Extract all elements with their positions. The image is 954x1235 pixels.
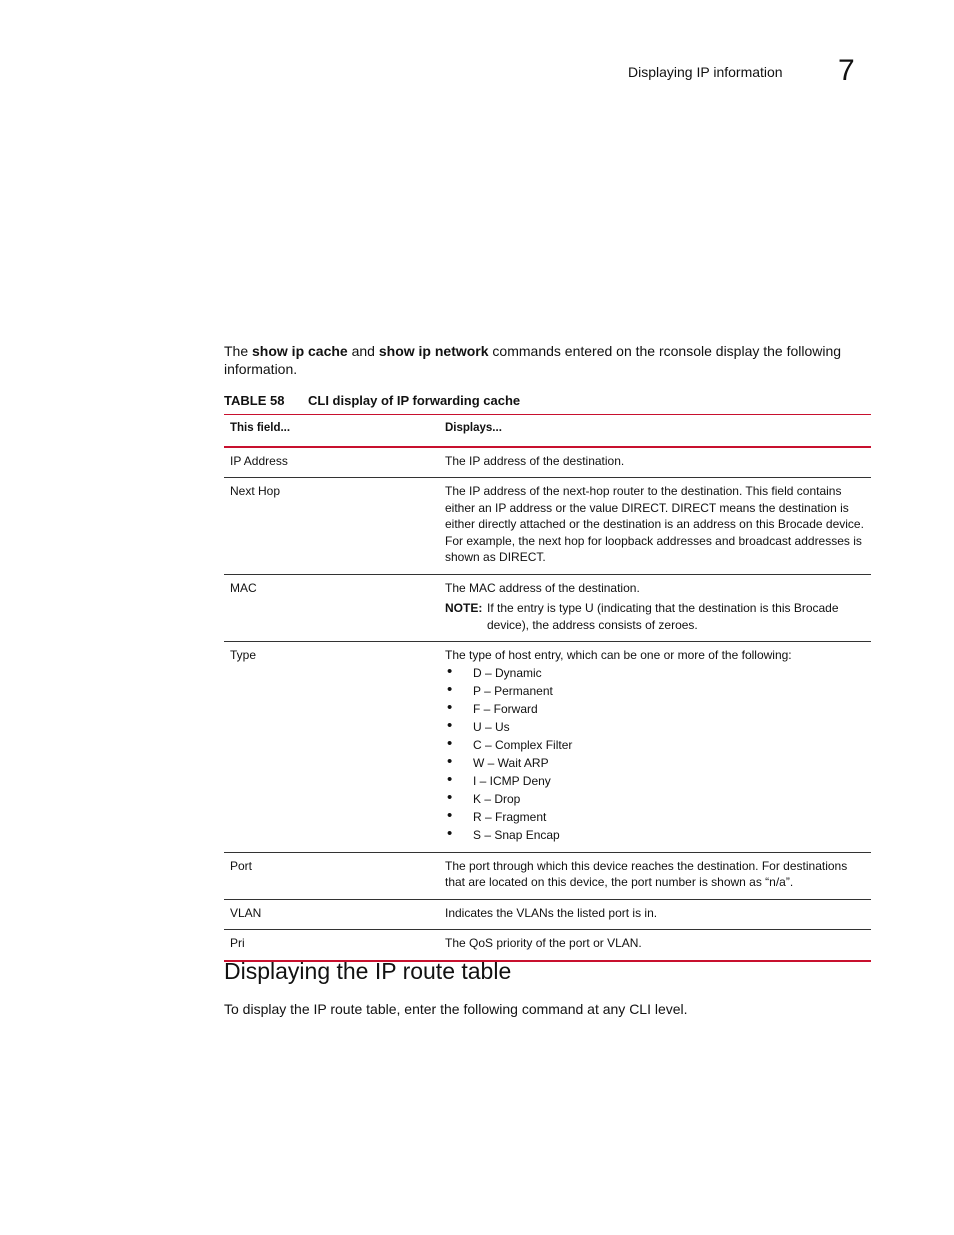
command-show-ip-cache: show ip cache xyxy=(252,343,348,359)
table-header-row xyxy=(224,415,871,447)
field-description: The type of host entry, which can be one or more of the following: xyxy=(445,648,792,662)
field-description: Indicates the VLANs the listed port is in. xyxy=(439,899,871,930)
field-description: The QoS priority of the port or VLAN. xyxy=(439,930,871,961)
field-name: MAC xyxy=(224,574,439,642)
field-name: Pri xyxy=(224,930,439,961)
list-item: • U – Us xyxy=(445,718,865,736)
field-name: VLAN xyxy=(224,899,439,930)
table-row xyxy=(224,642,871,853)
section-body-text: To display the IP route table, enter the following command at any CLI level. xyxy=(224,1001,688,1017)
list-item: • I – ICMP Deny xyxy=(445,772,865,790)
list-item: • R – Fragment xyxy=(445,808,865,826)
table-title: CLI display of IP forwarding cache xyxy=(308,393,521,408)
table-row xyxy=(224,447,871,478)
field-description: The MAC address of the destination. xyxy=(445,580,640,595)
note xyxy=(445,600,865,633)
column-header-displays: Displays... xyxy=(439,415,871,447)
intro-text-3: commands entered on the rconsole display the following information. xyxy=(224,343,842,377)
table-row xyxy=(224,574,871,642)
field-description: The IP address of the destination. xyxy=(439,447,871,478)
table-row xyxy=(224,899,871,930)
section-heading: Displaying the IP route table xyxy=(224,958,512,984)
list-item: • P – Permanent xyxy=(445,682,865,700)
field-description: The IP address of the next-hop router to the destination. This field contains either an IP address or the value DIRECT. DIRECT means the destination is either directly attached or the destination is an address on this Brocade device. For example, the next hop for loopback addresses and broadcast addresses is shown as DIRECT. xyxy=(439,478,871,575)
list-item: • F – Forward xyxy=(445,700,865,718)
command-show-ip-network: show ip network xyxy=(378,343,489,359)
intro-paragraph xyxy=(224,342,874,378)
list-item: • K – Drop xyxy=(445,790,865,808)
running-header-title: Displaying IP information xyxy=(628,64,783,80)
table-row xyxy=(224,930,871,961)
intro-text-2: and xyxy=(347,343,379,359)
type-list xyxy=(445,664,865,844)
list-item: • D – Dynamic xyxy=(445,664,865,682)
table-row xyxy=(224,478,871,575)
column-header-field: This field... xyxy=(224,415,439,447)
list-item: • C – Complex Filter xyxy=(445,736,865,754)
field-description: The port through which this device reaches the destination. For destinations that are located on this device, the port number is shown as “n/a”. xyxy=(439,852,871,899)
note-label: NOTE: xyxy=(445,601,483,615)
field-name: Next Hop xyxy=(224,478,439,575)
field-description-cell xyxy=(439,642,871,853)
ip-forwarding-cache-table xyxy=(224,414,871,962)
field-name: Port xyxy=(224,852,439,899)
field-name: IP Address xyxy=(224,447,439,478)
note-text: If the entry is type U (indicating that the destination is this Brocade device), the address consists of zeroes. xyxy=(487,601,839,632)
chapter-number: 7 xyxy=(838,54,855,87)
field-name: Type xyxy=(224,642,439,853)
field-description-cell xyxy=(439,574,871,642)
table-caption xyxy=(224,393,520,408)
intro-text-1: The xyxy=(224,343,253,359)
table-row xyxy=(224,852,871,899)
list-item: • S – Snap Encap xyxy=(445,826,865,844)
list-item: • W – Wait ARP xyxy=(445,754,865,772)
table-label: TABLE 58 xyxy=(224,393,285,408)
